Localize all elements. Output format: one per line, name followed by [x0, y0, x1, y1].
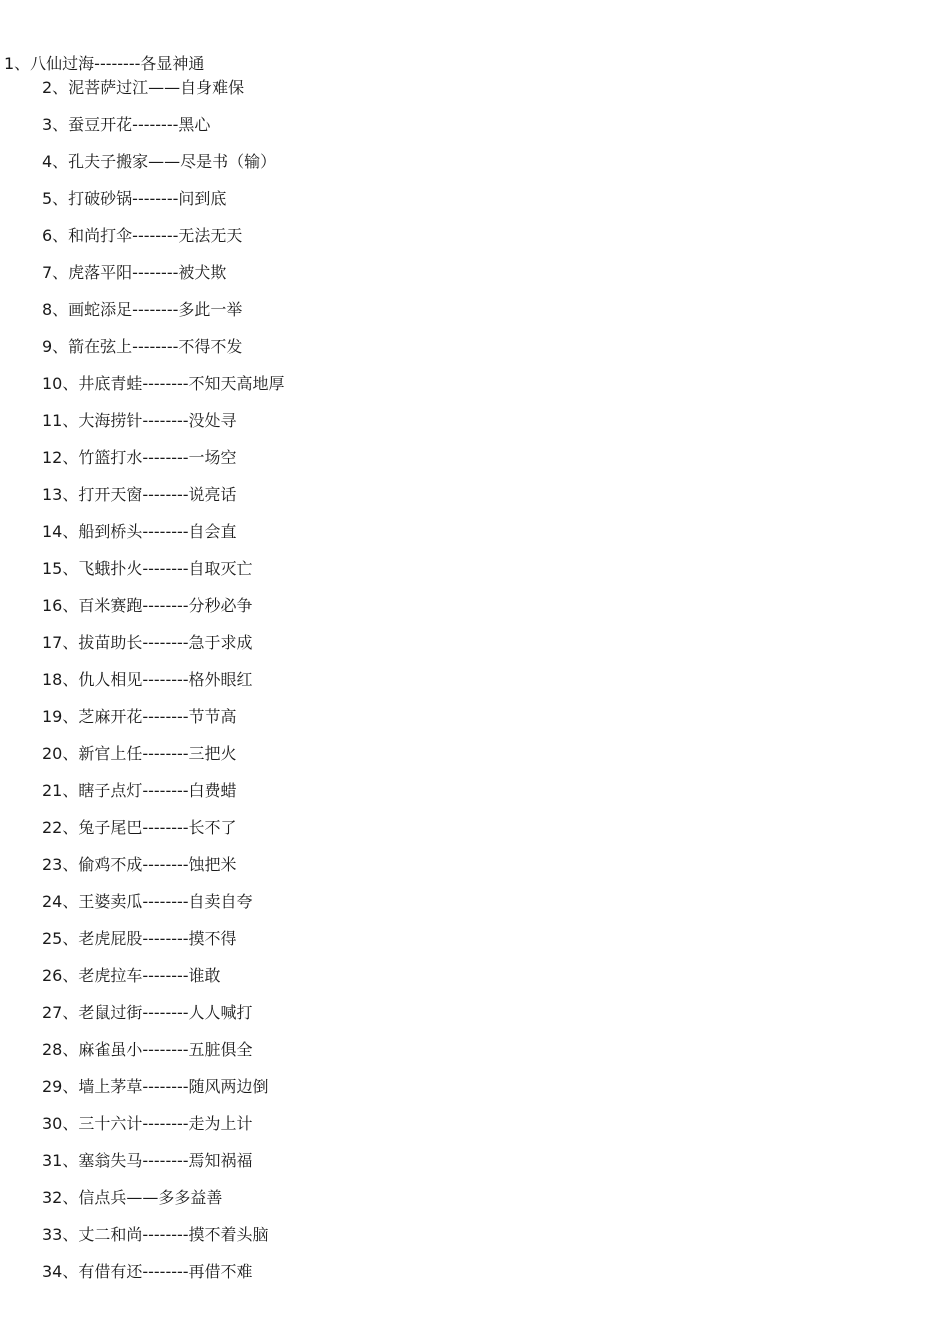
list-item: 34、有借有还--------再借不难 [42, 1262, 253, 1281]
list-item: 8、画蛇添足--------多此一举 [42, 300, 243, 319]
list-item: 32、信点兵——多多益善 [42, 1188, 223, 1207]
list-item: 24、王婆卖瓜--------自卖自夸 [42, 892, 253, 911]
list-item: 6、和尚打伞--------无法无天 [42, 226, 243, 245]
list-item: 1、八仙过海--------各显神通 [4, 54, 205, 73]
list-item: 20、新官上任--------三把火 [42, 744, 237, 763]
list-item: 2、泥菩萨过江——自身难保 [42, 78, 245, 97]
list-item: 14、船到桥头--------自会直 [42, 522, 237, 541]
list-item: 31、塞翁失马--------焉知祸福 [42, 1151, 253, 1170]
list-item: 3、蚕豆开花--------黑心 [42, 115, 211, 134]
list-item: 21、瞎子点灯--------白费蜡 [42, 781, 237, 800]
list-item: 4、孔夫子搬家——尽是书（输） [42, 152, 277, 171]
list-item: 22、兔子尾巴--------长不了 [42, 818, 237, 837]
list-item: 28、麻雀虽小--------五脏俱全 [42, 1040, 253, 1059]
list-item: 17、拔苗助长--------急于求成 [42, 633, 253, 652]
list-item: 26、老虎拉车--------谁敢 [42, 966, 221, 985]
list-item: 33、丈二和尚--------摸不着头脑 [42, 1225, 269, 1244]
list-item: 11、大海捞针--------没处寻 [42, 411, 237, 430]
list-item: 30、三十六计--------走为上计 [42, 1114, 253, 1133]
xiehouyu-list [42, 77, 285, 1298]
list-item: 23、偷鸡不成--------蚀把米 [42, 855, 237, 874]
list-item: 27、老鼠过街--------人人喊打 [42, 1003, 253, 1022]
list-item: 13、打开天窗--------说亮话 [42, 485, 237, 504]
list-item: 10、井底青蛙--------不知天高地厚 [42, 374, 285, 393]
list-item: 16、百米赛跑--------分秒必争 [42, 596, 253, 615]
list-item: 5、打破砂锅--------问到底 [42, 189, 227, 208]
list-item: 7、虎落平阳--------被犬欺 [42, 263, 227, 282]
list-item: 12、竹篮打水--------一场空 [42, 448, 237, 467]
list-item: 19、芝麻开花--------节节高 [42, 707, 237, 726]
list-item: 29、墙上茅草--------随风两边倒 [42, 1077, 269, 1096]
list-item: 18、仇人相见--------格外眼红 [42, 670, 253, 689]
list-item: 15、飞蛾扑火--------自取灭亡 [42, 559, 253, 578]
list-item: 9、箭在弦上--------不得不发 [42, 337, 243, 356]
list-item: 25、老虎屁股--------摸不得 [42, 929, 237, 948]
